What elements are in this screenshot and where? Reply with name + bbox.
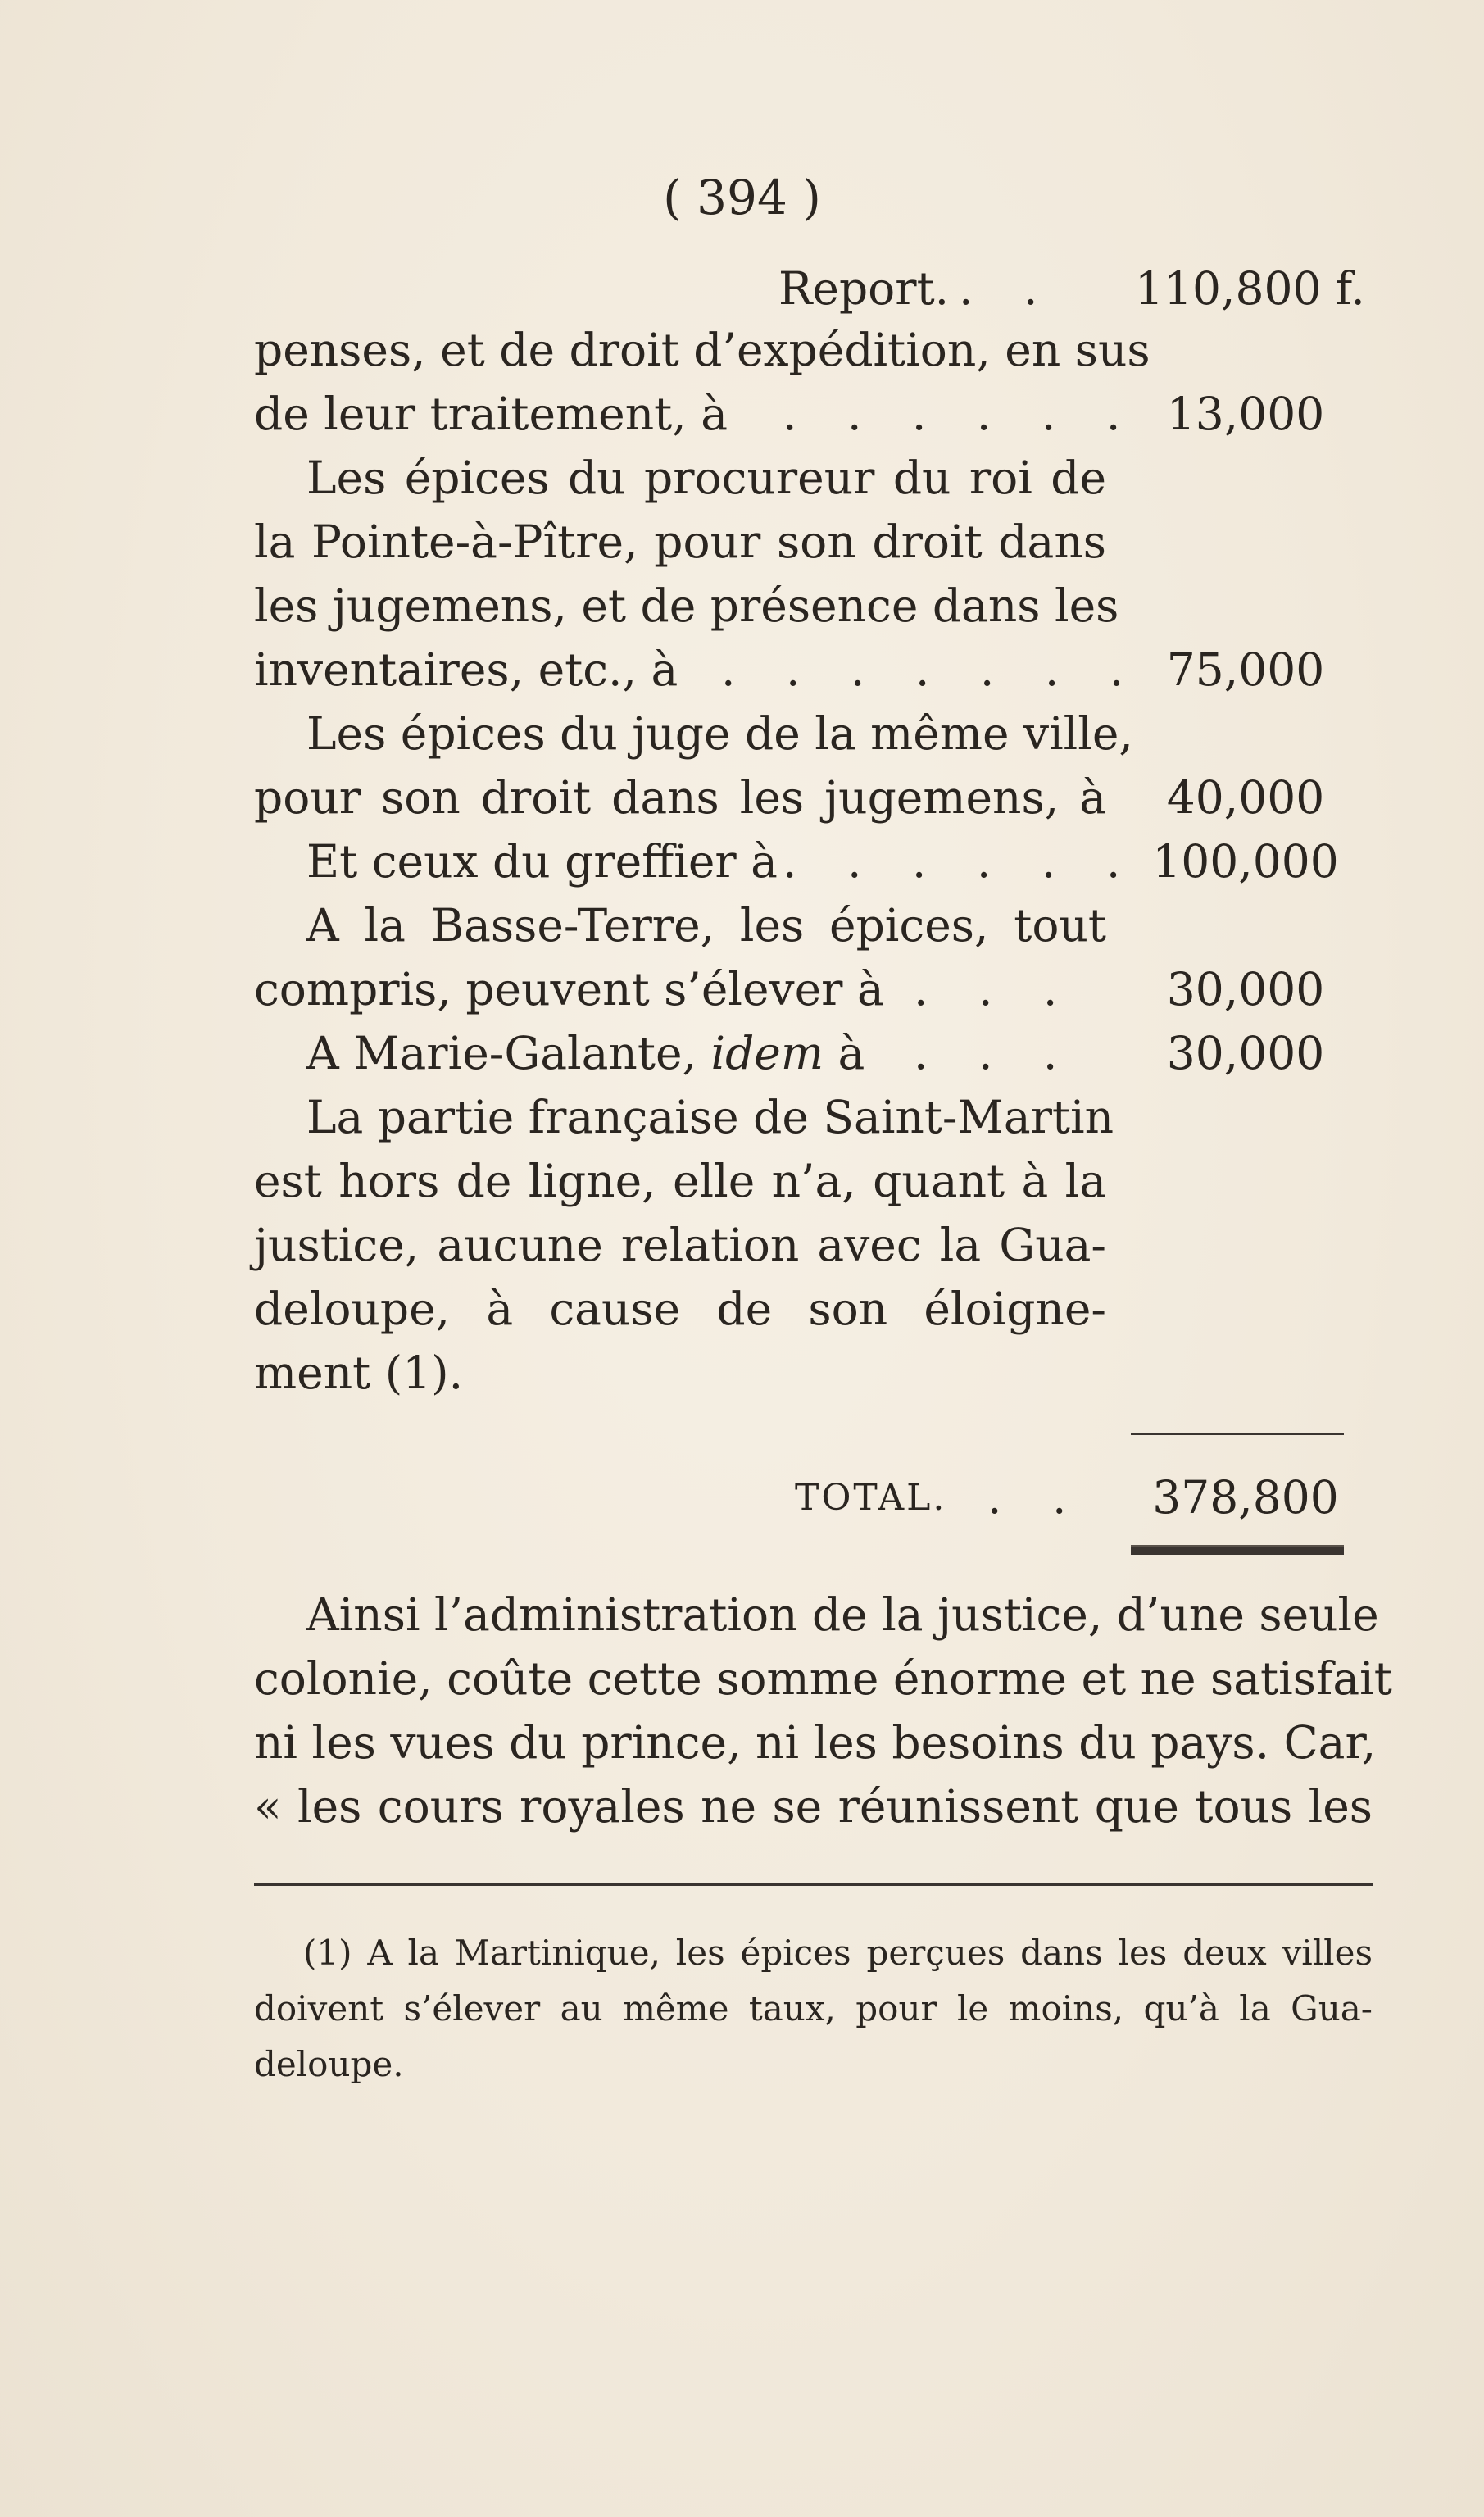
entry-line: Et ceux du greffier à	[306, 835, 778, 888]
entry-line: les jugemens, et de présence dans les	[254, 579, 1119, 632]
entry-amount: 30,000	[1166, 1027, 1325, 1079]
footnote-line: (1) A la Martinique, les épices perçues dans les deux villes	[303, 1933, 1373, 1973]
entry-line: de leur traitement, à	[254, 388, 728, 440]
entry-line: Les épices du procureur du roi de	[306, 452, 1106, 504]
footnote-rule	[254, 1883, 1373, 1886]
entry-amount: 30,000	[1166, 963, 1325, 1015]
report-amount: 110,800 f.	[1135, 262, 1365, 315]
entry-dots: . . .	[914, 1027, 1076, 1079]
total-rule-bottom	[1131, 1545, 1344, 1555]
total-dots: . .	[987, 1471, 1085, 1524]
paragraph-line: Ainsi l’administration de la justice, d’une seule	[306, 1588, 1379, 1641]
entry-line: pour son droit dans les jugemens, à	[254, 771, 1106, 824]
entry-dots: . . . . . . .	[721, 643, 1142, 696]
total-rule-top	[1131, 1433, 1344, 1435]
entry-line: Les épices du juge de la même ville,	[306, 707, 1133, 760]
entry-prefix: A Marie-Galante,	[306, 1027, 697, 1079]
entry-amount: 100,000	[1152, 835, 1339, 888]
entry-line: A la Basse-Terre, les épices, tout	[306, 899, 1106, 952]
paragraph-line: colonie, coûte cette somme énorme et ne satisfait	[254, 1652, 1392, 1705]
entry-line: compris, peuvent s’élever à	[254, 963, 884, 1015]
entry-amount: 75,000	[1166, 643, 1325, 696]
entry-line: ment (1).	[254, 1347, 464, 1399]
footnote-line: deloupe.	[254, 2044, 404, 2084]
page-number: ( 394 )	[663, 170, 821, 225]
entry-italic: idem	[710, 1027, 824, 1079]
footnote-line: doivent s’élever au même taux, pour le moins, qu’à la Gua-	[254, 1988, 1373, 2029]
entry-amount: 13,000	[1166, 388, 1325, 440]
entry-dots: . . .	[914, 963, 1076, 1015]
report-dots: . .	[959, 262, 1056, 315]
total-label: TOTAL.	[795, 1477, 947, 1519]
paragraph-line: « les cours royales ne se réunissent que tous les	[254, 1780, 1373, 1833]
entry-line: justice, aucune relation avec la Gua-	[254, 1219, 1106, 1271]
entry-line: penses, et de droit d’expédition, en sus	[254, 324, 1150, 376]
entry-line: deloupe, à cause de son éloigne-	[254, 1283, 1106, 1335]
paragraph-line: ni les vues du prince, ni les besoins du pays. Car,	[254, 1716, 1377, 1769]
entry-line: La partie française de Saint-Martin	[306, 1091, 1114, 1143]
entry-dots: . . . . . .	[783, 388, 1139, 440]
entry-suffix: à	[837, 1027, 865, 1079]
total-amount: 378,800	[1152, 1471, 1339, 1524]
entry-dots: . . . . . .	[783, 835, 1139, 888]
report-label: Report.	[778, 262, 950, 315]
entry-line: la Pointe-à-Pître, pour son droit dans	[254, 516, 1106, 568]
entry-line: est hors de ligne, elle n’a, quant à la	[254, 1155, 1106, 1207]
entry-amount: 40,000	[1166, 771, 1325, 824]
entry-line: inventaires, etc., à	[254, 643, 678, 696]
